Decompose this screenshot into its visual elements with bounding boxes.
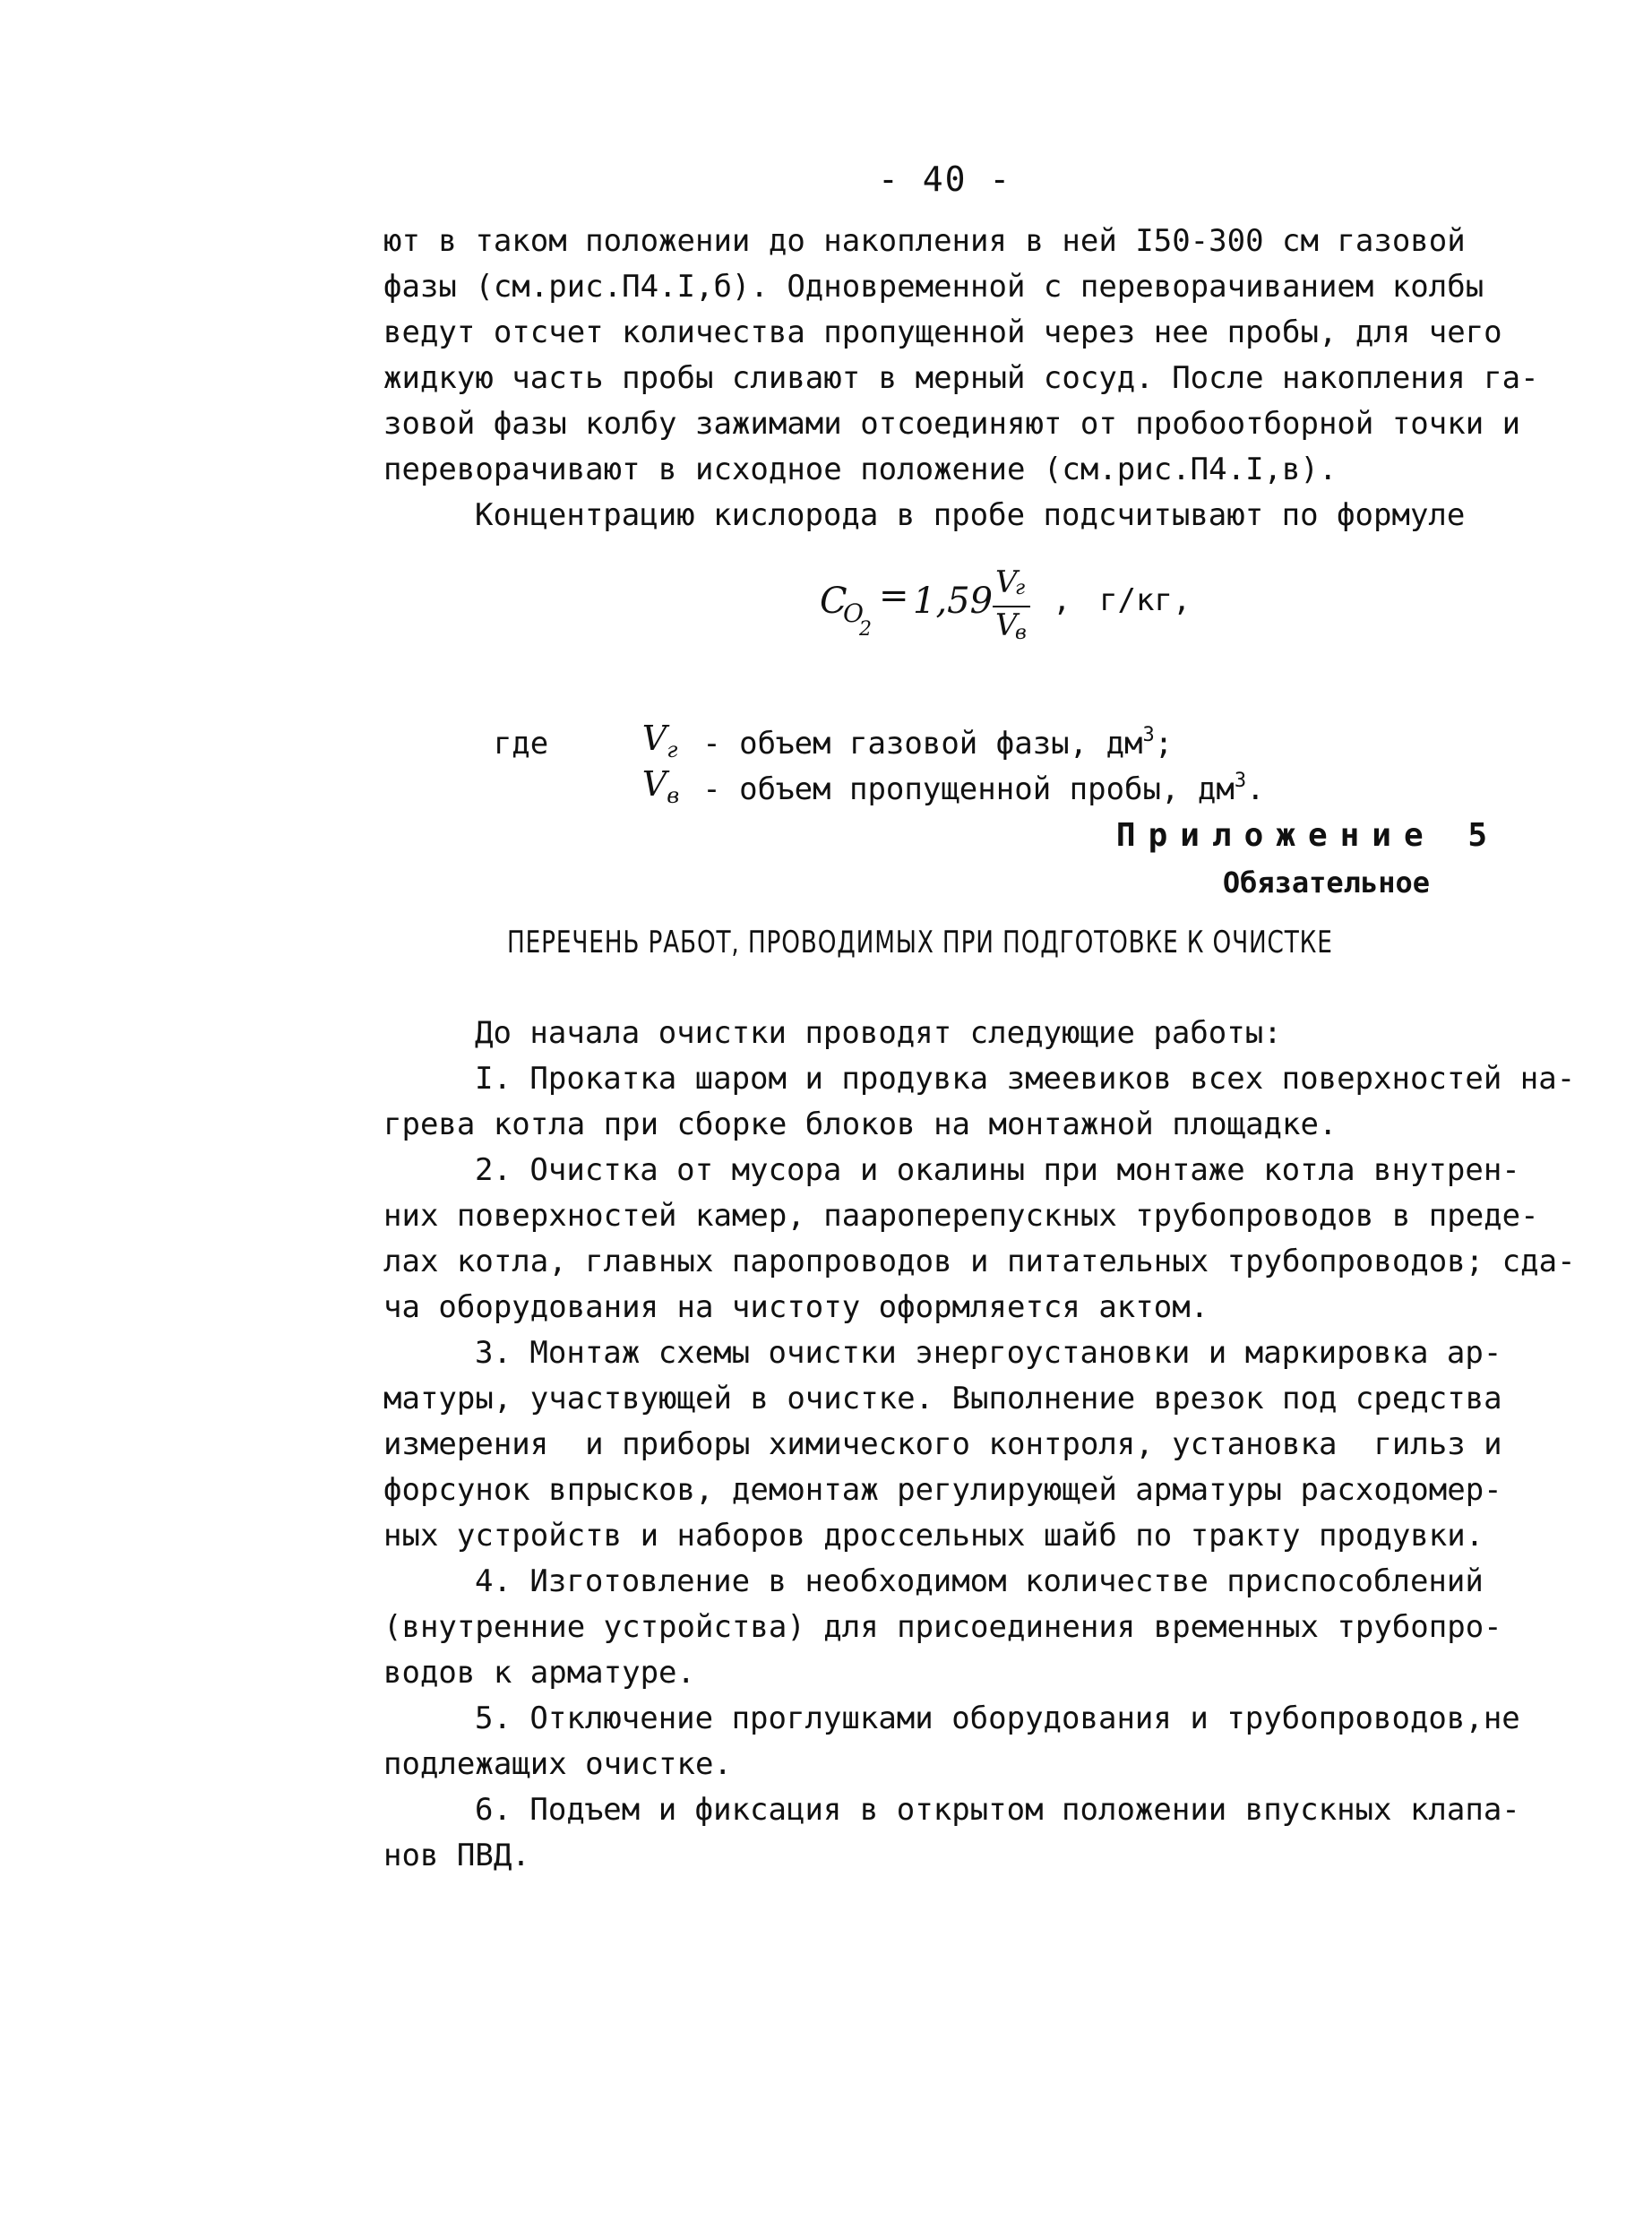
- def-sample-text: - объем пропущенной пробы, дм: [684, 771, 1235, 807]
- formula-lhs: C: [820, 581, 848, 622]
- formula-coefficient: 1,59: [913, 581, 994, 622]
- list-line: 6. Подъем и фиксация в открытом положении впускных клапа-: [475, 1792, 1520, 1828]
- formula-intro: Концентрацию кислорода в пробе подсчитывают по формуле: [475, 497, 1466, 533]
- text-line: жидкую часть пробы сливают в мерный сосуд. После накопления га-: [383, 360, 1539, 396]
- oxygen-formula: [820, 563, 1286, 652]
- list-line: нов ПВД.: [383, 1838, 530, 1873]
- appendix-status: Обязательное: [1222, 865, 1430, 900]
- list-line: подлежащих очистке.: [383, 1746, 732, 1782]
- list-line: водов к арматуре.: [383, 1655, 695, 1691]
- formula-denominator-sub: в: [1015, 622, 1027, 644]
- def-sample-end: .: [1246, 771, 1265, 807]
- text-line: переворачивают в исходное положение (см.рис.П4.I,в).: [383, 452, 1338, 487]
- section-title: ПЕРЕЧЕНЬ РАБОТ, ПРОВОДИМЫХ ПРИ ПОДГОТОВКЕ К ОЧИСТКЕ: [507, 925, 1333, 960]
- list-line: I. Прокатка шаром и продувка змеевиков всех поверхностей на-: [475, 1061, 1576, 1097]
- list-lines: [383, 1056, 1576, 1879]
- list-line: 4. Изготовление в необходимом количестве приспособлений: [475, 1563, 1484, 1599]
- text-line: ведут отсчет количества пропущенной через нее пробы, для чего: [383, 314, 1502, 350]
- list-line: ных устройств и наборов дроссельных шайб по тракту продувки.: [383, 1518, 1484, 1554]
- formula-unit: г/кг,: [1099, 582, 1192, 618]
- formula-lhs-sub: O: [843, 598, 864, 628]
- list-line: матуры, участвующей в очистке. Выполнение врезок под средства: [383, 1381, 1502, 1416]
- list-line: ча оборудования на чистоту оформляется актом.: [383, 1289, 1209, 1325]
- list-line: грева котла при сборке блоков на монтажной площадке.: [383, 1106, 1338, 1142]
- appendix-title: Приложение 5: [1115, 817, 1500, 854]
- page-number: - 40 -: [878, 159, 1012, 199]
- var-sample-volume: V: [641, 764, 667, 804]
- list-line: 5. Отключение проглушками оборудования и трубопроводов,не: [475, 1700, 1520, 1736]
- formula-denominator: V: [995, 607, 1018, 643]
- formula-numerator-sub: г: [1015, 577, 1026, 599]
- var-sample-sub: в: [667, 782, 680, 808]
- work-list: [383, 1011, 1576, 1879]
- formula-lhs-subsub: 2: [859, 618, 872, 641]
- var-gas-volume: V: [641, 719, 667, 758]
- list-line: них поверхностей камер, паароперепускных трубопроводов в преде-: [383, 1198, 1539, 1234]
- list-line: 3. Монтаж схемы очистки энергоустановки и маркировка ар-: [475, 1335, 1502, 1371]
- list-line: форсунок впрысков, демонтаж регулирующей арматуры расходомер-: [383, 1472, 1502, 1508]
- list-line: лах котла, главных паропроводов и питательных трубопроводов; сда-: [383, 1244, 1576, 1279]
- var-gas-sub: г: [667, 736, 678, 762]
- where-label: где: [493, 726, 549, 762]
- list-intro: До начала очистки проводят следующие работы:: [475, 1015, 1282, 1051]
- formula-numerator: V: [995, 564, 1018, 600]
- def-gas-end: ;: [1154, 726, 1174, 762]
- formula-comma: ,: [1053, 582, 1071, 618]
- list-line: 2. Очистка от мусора и окалины при монтаже котла внутрен-: [475, 1152, 1520, 1188]
- def-gas-exp: 3: [1142, 724, 1155, 746]
- text-line: ют в таком положении до накопления в ней I50-300 см газовой: [383, 223, 1466, 259]
- list-line: (внутренние устройства) для присоединения временных трубопро-: [383, 1609, 1502, 1645]
- text-line: фазы (см.рис.П4.I,б). Одновременной с переворачиванием колбы: [383, 269, 1484, 305]
- intro-paragraph: [383, 219, 1548, 538]
- def-gas-text: - объем газовой фазы, дм: [684, 726, 1143, 762]
- formula-equals: =: [879, 575, 909, 616]
- def-sample-exp: 3: [1234, 770, 1247, 792]
- text-line: зовой фазы колбу зажимами отсоединяют от пробоотборной точки и: [383, 406, 1521, 442]
- list-line: измерения и приборы химического контроля, установка гильз и: [383, 1426, 1502, 1462]
